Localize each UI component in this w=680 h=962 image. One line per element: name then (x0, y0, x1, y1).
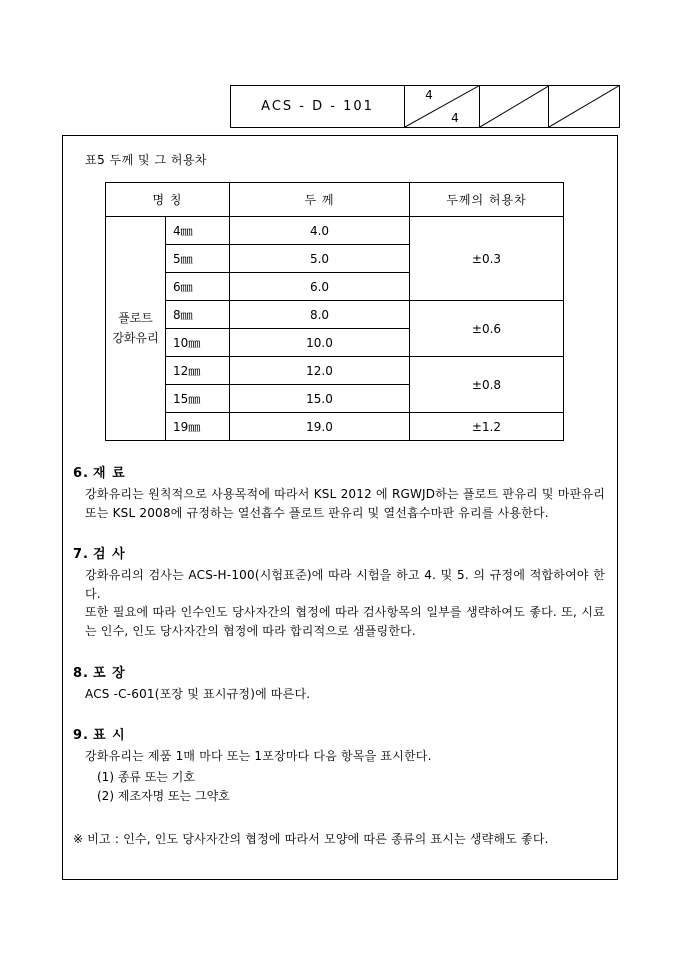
size-cell: 5㎜ (166, 245, 230, 273)
size-cell: 8㎜ (166, 301, 230, 329)
remark-note: ※ 비고 : 인수, 인도 당사자간의 협정에 따라서 모양에 따른 종류의 표시는 생략해도 좋다. (73, 832, 549, 847)
section-number: 7. (73, 547, 89, 563)
content-frame (62, 135, 618, 880)
size-cell: 19㎜ (166, 413, 230, 441)
section-paragraph: ACS -C-601(포장 및 표시규정)에 따른다. (85, 686, 311, 701)
section-body (85, 566, 605, 640)
tolerance-cell: ±0.8 (410, 357, 564, 413)
size-cell: 6㎜ (166, 273, 230, 301)
section-paragraph: 또한 필요에 따라 인수인도 당사자간의 협정에 따라 검사항목의 일부를 생략하여도 좋다. 또, 시료는 인수, 인도 당사자간의 협정에 따라 합리적으로 샘플링한다. (85, 605, 605, 638)
thickness-cell: 6.0 (230, 273, 410, 301)
tolerance-cell: ±0.3 (410, 217, 564, 301)
section-paragraph: 강화유리는 원칙적으로 사용목적에 따라서 KSL 2012 에 RGWJD하는 플로트 판유리 및 마판유리 또는 KSL 2008에 규정하는 열선흡수 플로트 판유리 및 열선흡수마판 유리를 사용한다. (85, 487, 605, 520)
diagonal-slash-icon (480, 86, 549, 127)
size-cell: 15㎜ (166, 385, 230, 413)
thickness-cell: 19.0 (230, 413, 410, 441)
thickness-cell: 8.0 (230, 301, 410, 329)
section-body (85, 685, 605, 704)
section-heading (73, 662, 607, 681)
marking-item-list (97, 768, 607, 806)
size-cell: 12㎜ (166, 357, 230, 385)
col-header-name: 명 칭 (106, 183, 230, 217)
doc-number-cell (231, 86, 405, 127)
table-row (106, 357, 564, 385)
section-body (85, 747, 605, 766)
table-row (106, 413, 564, 441)
section-number: 9. (73, 728, 89, 744)
section-paragraph: 강화유리의 검사는 ACS-H-100(시험표준)에 따라 시험을 하고 4. 및 5. 의 규정에 적합하여야 한다. (85, 568, 605, 601)
section-title: 포 장 (92, 665, 126, 681)
marking-item-2: (2) 제조자명 또는 그약호 (97, 788, 230, 803)
size-cell: 10㎜ (166, 329, 230, 357)
row-group-cell (106, 217, 166, 441)
doc-number: ACS - D - 101 (261, 99, 374, 114)
section-marking (73, 724, 607, 806)
doc-header-table (230, 85, 620, 128)
section-title: 표 시 (92, 728, 126, 744)
section-body (85, 485, 605, 522)
size-cell: 4㎜ (166, 217, 230, 245)
page-fraction-cell (405, 86, 480, 127)
header-empty-cell-1 (480, 86, 550, 127)
page-total: 4 (451, 111, 459, 125)
thickness-cell: 12.0 (230, 357, 410, 385)
thickness-table (105, 182, 564, 441)
table-row (106, 301, 564, 329)
section-number: 8. (73, 665, 89, 681)
tolerance-cell: ±0.6 (410, 301, 564, 357)
thickness-cell: 10.0 (230, 329, 410, 357)
thickness-cell: 15.0 (230, 385, 410, 413)
group-label-line2: 강화유리 (112, 330, 159, 345)
table-caption: 표5 두께 및 그 허용차 (85, 153, 208, 167)
section-materials (73, 462, 607, 522)
tolerance-cell: ±1.2 (410, 413, 564, 441)
section-heading (73, 543, 607, 562)
thickness-cell: 5.0 (230, 245, 410, 273)
section-paragraph: 강화유리는 제품 1매 마다 또는 1포장마다 다음 항목을 표시한다. (85, 749, 432, 764)
table-row (106, 217, 564, 245)
thickness-cell: 4.0 (230, 217, 410, 245)
section-title: 재 료 (92, 466, 126, 481)
section-heading (73, 724, 607, 743)
section-title: 검 사 (92, 547, 126, 563)
page-current: 4 (425, 88, 433, 102)
col-header-thickness: 두 께 (230, 183, 410, 217)
col-header-tolerance: 두께의 허용차 (410, 183, 564, 217)
section-inspection (73, 543, 607, 640)
header-empty-cell-2 (549, 86, 619, 127)
section-heading (73, 462, 607, 481)
diagonal-slash-icon (549, 86, 619, 127)
group-label-line1: 플로트 (118, 311, 153, 326)
diagonal-slash-icon (405, 86, 479, 127)
table-header-row (106, 183, 564, 217)
marking-item-1: (1) 종류 또는 기호 (97, 769, 195, 784)
section-number: 6. (73, 466, 89, 481)
section-packaging (73, 662, 607, 704)
